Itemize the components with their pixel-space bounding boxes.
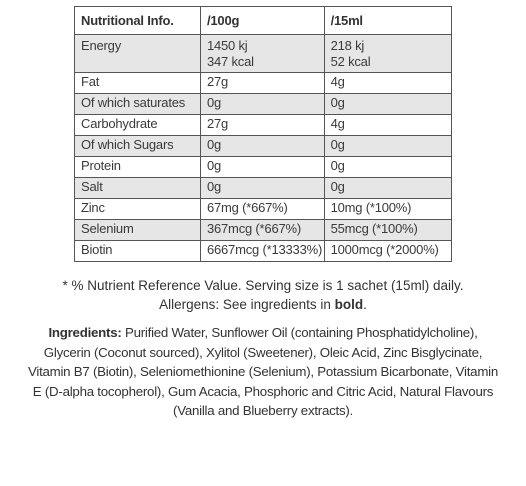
table-row-zinc: [75, 199, 452, 220]
nutrient-name: Protein: [75, 157, 201, 178]
value-line: 218 kj: [330, 38, 365, 53]
ingredients-line: E (D-alpha tocopherol), Gum Acacia, Phosphoric and Citric Acid, Natural Flavours: [32, 383, 494, 399]
header-per-15ml: /15ml: [324, 7, 451, 35]
allergens-prefix: Allergens: See ingredients in: [159, 297, 335, 312]
ingredients-text: Purified Water, Sunflower Oil (containing Phosphatidylcholine),: [121, 325, 478, 340]
header-nutritional-info: Nutritional Info.: [75, 7, 201, 35]
nutrient-name: Selenium: [75, 220, 201, 241]
nutrient-name: Carbohydrate: [75, 115, 201, 136]
nutrient-name: Fat: [75, 73, 201, 94]
nrv-footnote: * % Nutrient Reference Value. Serving size is 1 sachet (15ml) daily.: [62, 278, 464, 293]
table-row-salt: [75, 178, 452, 199]
nutrient-name: Of which Sugars: [75, 136, 201, 157]
value-per-100g: 27g: [200, 115, 324, 136]
ingredients-line: [4, 323, 522, 343]
value-per-100g: 6667mcg (*13333%): [200, 241, 324, 262]
ingredients-line: Glycerin (Coconut sourced), Xylitol (Sweetener), Oleic Acid, Zinc Bisglycinate,: [43, 344, 483, 360]
value-per-100g: 0g: [200, 178, 324, 199]
footnote: [0, 276, 526, 314]
value-per-15ml: 0g: [324, 178, 451, 199]
table-row-energy: [75, 35, 452, 73]
allergens-note: [0, 295, 526, 314]
value-per-15ml: 4g: [324, 73, 451, 94]
value-per-100g: 0g: [200, 136, 324, 157]
nutrient-name: Energy: [75, 35, 201, 73]
header-per-100g: /100g: [200, 7, 324, 35]
table-row-biotin: [75, 241, 452, 262]
value-per-100g: 0g: [200, 157, 324, 178]
value-per-100g: 367mcg (*667%): [200, 220, 324, 241]
value-per-15ml: 0g: [324, 136, 451, 157]
value-per-15ml: 10mg (*100%): [324, 199, 451, 220]
allergens-bold-word: bold: [334, 297, 364, 312]
table-row-carbohydrate: [75, 115, 452, 136]
value-per-100g: 0g: [200, 94, 324, 115]
ingredients-line: Vitamin B7 (Biotin), Seleniomethionine (Selenium), Potassium Bicarbonate, Vitamin: [27, 364, 498, 379]
nutrient-name: Salt: [75, 178, 201, 199]
value-per-15ml: 4g: [324, 115, 451, 136]
table-row-saturates: [75, 94, 452, 115]
table-row-fat: [75, 73, 452, 94]
table-row-sugars: [75, 136, 452, 157]
value-per-100g: 27g: [200, 73, 324, 94]
value-line: 347 kcal: [206, 54, 254, 69]
value-per-15ml: 0g: [324, 94, 451, 115]
value-per-15ml: [324, 35, 451, 73]
value-per-15ml: 1000mcg (*2000%): [324, 241, 451, 262]
ingredients-paragraph: [4, 323, 522, 421]
table-row-selenium: [75, 220, 452, 241]
allergens-suffix: .: [363, 297, 367, 312]
value-per-15ml: 55mcg (*100%): [324, 220, 451, 241]
ingredients-line: (Vanilla and Blueberry extracts).: [173, 403, 353, 418]
table-header-row: [75, 7, 452, 35]
value-per-15ml: 0g: [324, 157, 451, 178]
value-per-100g: 67mg (*667%): [200, 199, 324, 220]
nutrient-name: Zinc: [75, 199, 201, 220]
value-line: 1450 kj: [206, 38, 248, 53]
nutrient-name: Of which saturates: [75, 94, 201, 115]
nutrition-table: [74, 6, 452, 262]
table-row-protein: [75, 157, 452, 178]
value-line: 52 kcal: [330, 54, 371, 69]
ingredients-label: Ingredients:: [48, 325, 122, 340]
value-per-100g: [200, 35, 324, 73]
nutrient-name: Biotin: [75, 241, 201, 262]
